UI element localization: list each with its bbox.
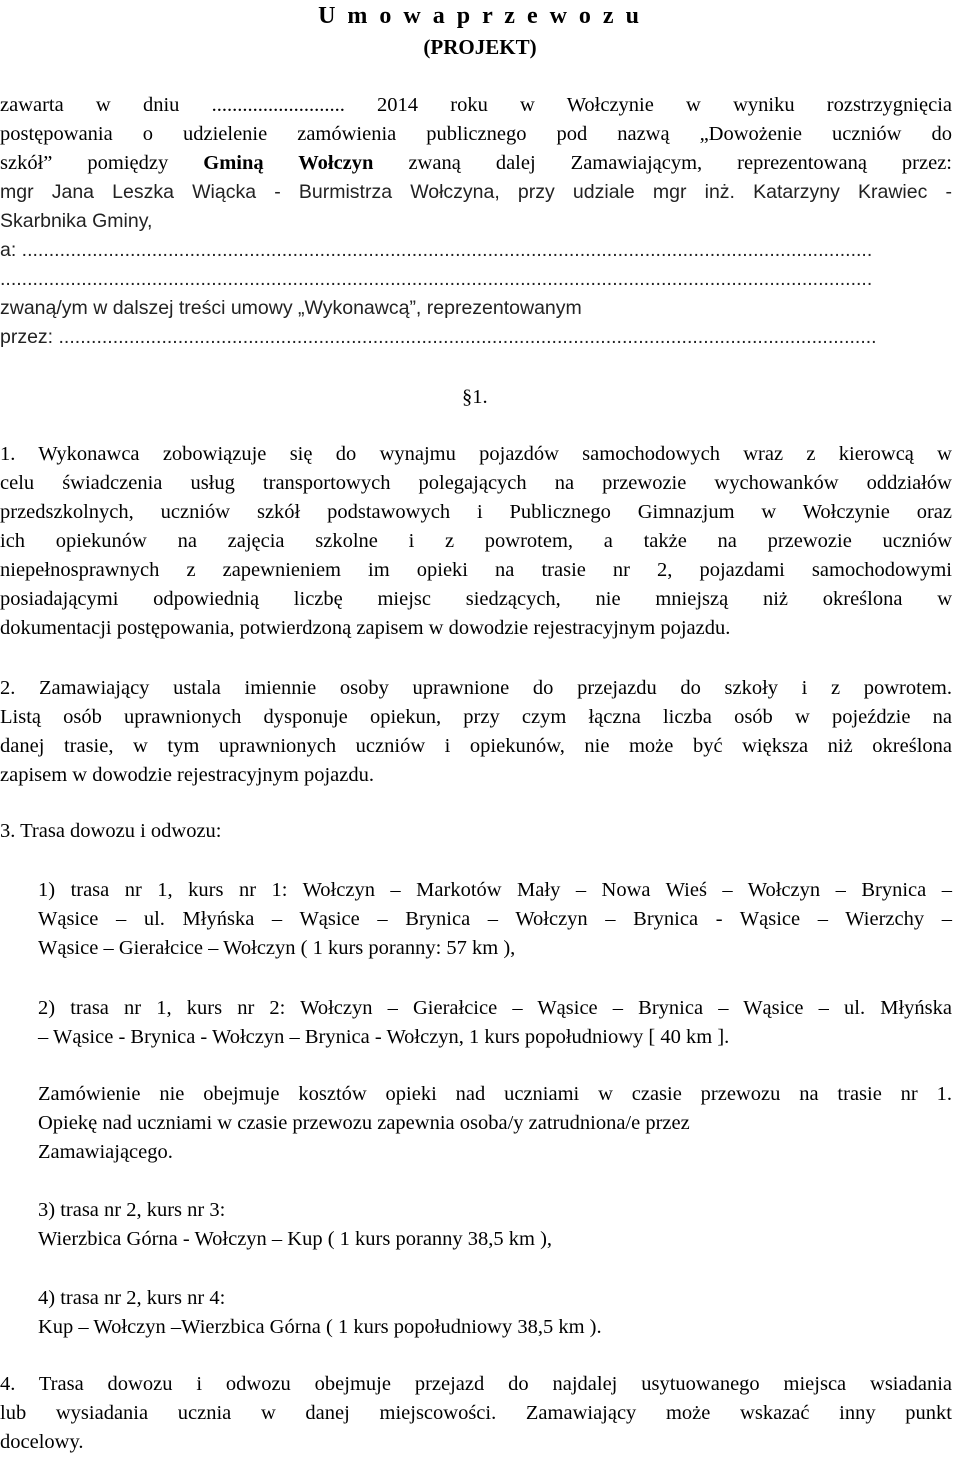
paragraph-3-heading: 3. Trasa dowozu i odwozu: (0, 820, 222, 842)
contractor-blank: ................................................................................................................................................................. (0, 268, 873, 290)
route-line: 2) trasa nr 1, kurs nr 2: Wołczyn – Gierałcice – Wąsice – Brynica – Wąsice – ul. Młyńska (38, 997, 952, 1019)
route-line: Kup – Wołczyn –Wierzbica Górna ( 1 kurs popołudniowy 38,5 km ). (38, 1316, 602, 1338)
route-line: 3) trasa nr 2, kurs nr 3: (38, 1199, 226, 1221)
paragraph-line: docelowy. (0, 1431, 84, 1453)
route-4 (38, 1284, 952, 1342)
party-name: Gminą Wołczyn (203, 152, 374, 174)
paragraph-line: 1. Wykonawca zobowiązuje się do wynajmu pojazdów samochodowych wraz z kierowcą w (0, 443, 952, 465)
care-note (38, 1080, 952, 1167)
intro-line: zwaną/ym w dalszej treści umowy „Wykonawcą”, reprezentowanym (0, 297, 582, 319)
document-subtitle: (PROJEKT) (423, 35, 537, 59)
route-line: Wąsice – Gierałcice – Wołczyn ( 1 kurs poranny: 57 km ), (38, 937, 516, 959)
route-line: – Wąsice - Brynica - Wołczyn – Brynica - Wołczyn, 1 kurs popołudniowy [ 40 km ]. (38, 1026, 730, 1048)
intro-paragraph (0, 91, 952, 352)
paragraph-2 (0, 674, 952, 790)
paragraph-line: danej trasie, w tym uprawnionych uczniów i opiekunów, nie może być większa niż określona (0, 735, 952, 757)
paragraph-line: 2. Zamawiający ustala imiennie osoby uprawnione do przejazdu do szkoły i z powrotem. (0, 677, 952, 699)
route-line: Wierzbica Górna - Wołczyn – Kup ( 1 kurs poranny 38,5 km ), (38, 1228, 553, 1250)
intro-line: Skarbnika Gminy, (0, 210, 153, 232)
paragraph-line: Listą osób uprawnionych dysponuje opiekun, przy czym łączna liczba osób w pojeździe na (0, 706, 952, 728)
route-1 (38, 876, 952, 963)
contractor-blank: a: ............................................................................................................................................................. (0, 239, 873, 261)
route-line: 4) trasa nr 2, kurs nr 4: (38, 1287, 226, 1309)
intro-line: postępowania o udzielenie zamówienia publicznego pod nazwą „Dowożenie uczniów do (0, 123, 952, 145)
note-line: Zamówienie nie obejmuje kosztów opieki nad uczniami w czasie przewozu na trasie nr 1. (38, 1083, 952, 1105)
paragraph-line: 4. Trasa dowozu i odwozu obejmuje przejazd do najdalej usytuowanego miejsca wsiadania (0, 1373, 952, 1395)
paragraph-4 (0, 1370, 952, 1457)
paragraph-line: lub wysiadania ucznia w danej miejscowości. Zamawiający może wskazać inny punkt (0, 1402, 952, 1424)
representative-blank: przez: ....................................................................................................................................................... (0, 326, 877, 348)
paragraph-line: zapisem w dowodzie rejestracyjnym pojazdu. (0, 764, 374, 786)
intro-line: mgr Jana Leszka Wiącka - Burmistrza Wołczyna, przy udziale mgr inż. Katarzyny Krawiec - (0, 181, 952, 203)
paragraph-line: celu świadczenia usług transportowych polegających na przewozie wychowanków oddziałów (0, 472, 952, 494)
paragraph-line: niepełnosprawnych z zapewnieniem im opieki na trasie nr 2, pojazdami samochodowymi (0, 559, 952, 581)
route-3 (38, 1196, 952, 1254)
note-line: Opiekę nad uczniami w czasie przewozu zapewnia osoba/y zatrudniona/e przez (38, 1112, 690, 1134)
route-2 (38, 994, 952, 1052)
section-mark: §1. (462, 386, 488, 408)
intro-line: szkół” pomiędzy Gminą Wołczyn zwaną dalej Zamawiającym, reprezentowaną przez: (0, 152, 952, 174)
paragraph-line: ich opiekunów na zajęcia szkolne i z powrotem, a także na przewozie uczniów (0, 530, 952, 552)
document-title: U m o w a p r z e w o z u (318, 3, 642, 29)
paragraph-line: przedszkolnych, uczniów szkół podstawowych i Publicznego Gimnazjum w Wołczynie oraz (0, 501, 952, 523)
intro-line: zawarta w dniu .......................... 2014 roku w Wołczynie w wyniku rozstrzygnięcia (0, 94, 952, 116)
route-line: 1) trasa nr 1, kurs nr 1: Wołczyn – Markotów Mały – Nowa Wieś – Wołczyn – Brynica – (38, 879, 952, 901)
note-line: Zamawiającego. (38, 1141, 173, 1163)
route-line: Wąsice – ul. Młyńska – Wąsice – Brynica – Wołczyn – Brynica - Wąsice – Wierzchy – (38, 908, 952, 930)
paragraph-1 (0, 440, 952, 643)
paragraph-line: posiadającymi odpowiednią liczbę miejsc siedzących, nie mniejszą niż określona w (0, 588, 952, 610)
paragraph-line: dokumentacji postępowania, potwierdzoną zapisem w dowodzie rejestracyjnym pojazdu. (0, 617, 731, 639)
